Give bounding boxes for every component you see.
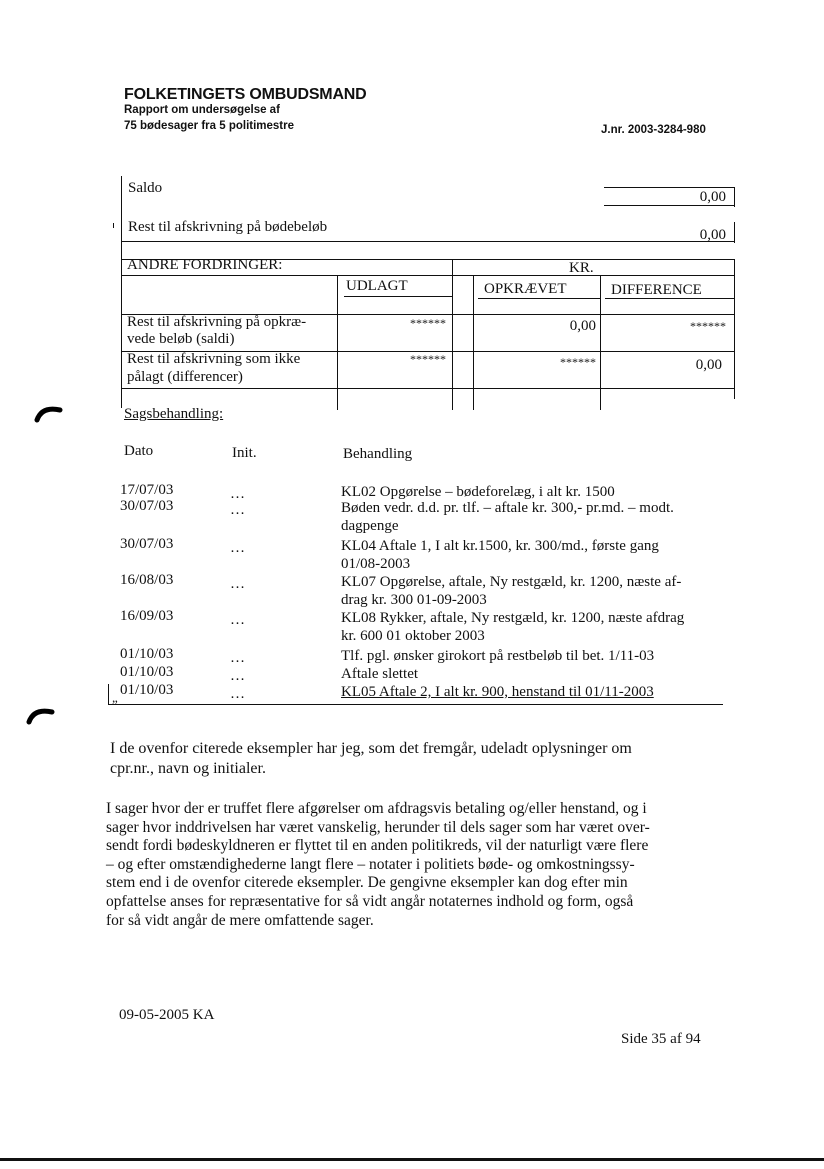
footer-date: 09-05-2005 KA [119,1007,215,1023]
entry-initials: … [230,576,245,592]
entry-initials: … [230,486,245,502]
entry-date: 30/07/03 [120,498,174,514]
entry-text-line: KL08 Rykker, aftale, Ny restgæld, kr. 1200, næste afdrag [341,610,685,626]
entry-text-line: KL02 Opgørelse – bødeforelæg, i alt kr. 1500 [341,484,615,500]
paragraph-2-line: opfattelse anses for repræsentative for så vidt angår notaternes indhold og form, også [106,893,634,910]
footer-page-number: Side 35 af 94 [621,1031,701,1047]
paragraph-2-line: I sager hvor der er truffet flere afgørelser om afdragsvis betaling og/eller henstand, og i [106,800,647,817]
col-difference-header: DIFFERENCE [611,282,702,298]
paragraph-1-line: I de ovenfor citerede eksempler har jeg, som det fremgår, udeladt oplysninger om [110,740,632,757]
entry-date: 30/07/03 [120,536,174,552]
row2-opkraevet: ****** [560,355,596,369]
row1-difference: ****** [690,319,726,333]
col-behandling-header: Behandling [343,446,413,462]
entry-text-line: KL05 Aftale 2, I alt kr. 900, henstand til 01/11-2003 [341,684,654,700]
entry-initials: … [230,686,245,702]
entry-text-line: Tlf. pgl. ønsker girokort på restbeløb til bet. 1/11-03 [341,648,655,664]
row2-difference: 0,00 [695,357,722,373]
log-bottom-rule [108,704,723,705]
col-init-header: Init. [232,445,257,461]
row2-udlagt: ****** [410,352,446,366]
entry-text-line: Aftale slettet [341,666,419,682]
entry-text-line: Bøden vedr. d.d. pr. tlf. – aftale kr. 300,- pr.md. – modt. [341,500,674,516]
entry-initials: … [230,650,245,666]
kr-label: KR. [569,260,594,276]
paragraph-2-line: sendt fordi bødeskyldneren er flyttet til en anden politikreds, vil der naturligt være flere [106,837,649,855]
entry-date: 16/09/03 [120,608,174,624]
paragraph-1-line: cpr.nr., navn og initialer. [110,760,266,777]
entry-date: 16/08/03 [120,572,174,588]
paragraph-2-line: for så vidt angår de mere omfattende sager. [106,911,374,929]
entry-text-line: KL07 Opgørelse, aftale, Ny restgæld, kr. 1200, næste af- [341,574,682,590]
entry-text-line: drag kr. 300 01-09-2003 [341,592,487,608]
entry-text-line: 01/08-2003 [341,556,411,572]
report-subtitle-line2: 75 bødesager fra 5 politimestre [124,120,295,132]
row1-opkraevet: 0,00 [569,318,596,334]
report-org-title: FOLKETINGETS OMBUDSMAND [124,86,367,103]
entry-initials: … [230,502,245,518]
rest-value: 0,00 [699,227,726,243]
entry-text-line: kr. 600 01 oktober 2003 [341,628,485,644]
entry-date: 17/07/03 [120,482,174,498]
row2-label-line1: Rest til afskrivning som ikke [127,351,301,367]
paragraph-2-line: sager hvor inddrivelsen har været vanskelig, herunder til dels sager som har været over- [106,818,650,836]
report-subtitle-line1: Rapport om undersøgelse af [124,104,280,116]
row1-udlagt: ****** [410,316,446,330]
paragraph-2-line: – og efter omstændighederne langt flere – notater i politiets bøde- og omkostningssy- [106,855,635,873]
entry-initials: … [230,668,245,684]
entry-initials: … [230,612,245,628]
saldo-value: 0,00 [699,189,726,205]
row2-label-line2: pålagt (differencer) [127,369,243,385]
entry-date: 01/10/03 [120,664,174,680]
entry-initials: … [230,540,245,556]
log-left-rule [108,684,109,705]
col-udlagt-header: UDLAGT [346,278,408,294]
row1-label-line1: Rest til afskrivning på opkræ- [127,314,307,330]
col-dato-header: Dato [124,443,154,459]
col-opkraevet-header: OPKRÆVET [484,281,567,297]
entry-date: 01/10/03 [120,682,174,698]
closing-quote: ” [112,697,118,712]
scan-edge-line [0,1158,824,1161]
punch-mark-top [34,402,64,424]
rest-label: Rest til afskrivning på bødebeløb [128,219,328,235]
paragraph-2-line: stem end i de ovenfor citerede eksempler. De gengivne eksempler kan dog efter min [106,874,628,892]
row1-label-line2: vede beløb (saldi) [127,331,235,347]
entry-date: 01/10/03 [120,646,174,662]
sagsbehandling-heading: Sagsbehandling: [124,406,224,422]
andre-fordringer-label: ANDRE FORDRINGER: [127,257,283,273]
entry-text-line: dagpenge [341,518,399,534]
journal-number: J.nr. 2003-3284-980 [601,124,706,136]
punch-mark-bottom [26,704,56,726]
saldo-label: Saldo [128,180,163,196]
entry-text-line: KL04 Aftale 1, I alt kr.1500, kr. 300/md., første gang [341,538,659,554]
